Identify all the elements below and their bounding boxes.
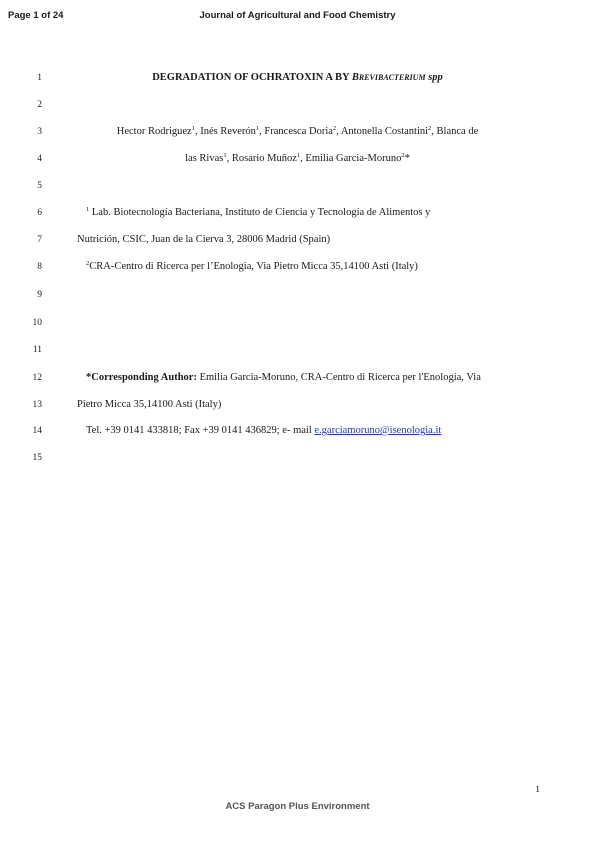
contact-line: Tel. +39 0141 433818; Fax +39 0141 436829; e- mail e.garciamoruno@isenologia.it	[86, 425, 442, 436]
author-line-1: Hector Rodriguez$^1$, Inés Reverón$^1$, Francesca Doria$^2$, Antonella Costantini$^2$, Blanca de	[116, 125, 479, 137]
line-number: 10	[32, 318, 42, 328]
journal-title: Journal of Agricultural and Food Chemistry	[199, 10, 396, 21]
title-genus: BREVIBACTERIUM spp	[351, 72, 443, 83]
line-number: 1	[37, 73, 42, 83]
line-number: 4	[37, 154, 42, 164]
line-number: 9	[37, 290, 42, 300]
line-number: 13	[32, 400, 42, 410]
line-number: 2	[37, 100, 42, 110]
article-title	[60, 72, 535, 83]
line-number: 3	[37, 127, 42, 137]
line-number: 12	[32, 373, 42, 383]
line-number: 8	[37, 262, 42, 272]
affiliation-1-line-1: $^1$ Lab. Biotecnología Bacteriana, Instituto de Ciencia y Tecnología de Alimentos y	[86, 206, 431, 218]
email-link[interactable]: e.garciamoruno@isenologia.it	[314, 425, 442, 436]
title-main: DEGRADATION OF OCHRATOXIN A BY	[152, 72, 352, 83]
line-number: 11	[32, 345, 42, 355]
corresponding-author-line-1: *Corresponding Author: Emilia Garcia-Moruno, CRA-Centro di Ricerca per l'Enologia, Via	[86, 372, 481, 383]
line-number: 15	[32, 453, 42, 463]
line-number: 14	[32, 426, 42, 436]
corresponding-label: *Corresponding Author:	[86, 372, 197, 383]
footer: ACS Paragon Plus Environment	[225, 801, 370, 812]
line-number: 7	[37, 235, 42, 245]
affiliation-2: $^2$CRA-Centro di Ricerca per l’Enologia, Via Pietro Micca 35,14100 Asti (Italy)	[86, 260, 418, 272]
page-number: 1	[535, 785, 540, 795]
affiliation-1-line-2: Nutrición, CSIC, Juan de la Cierva 3, 28006 Madrid (Spain)	[77, 234, 331, 245]
author-line-2: las Rivas$^1$, Rosario Muñoz$^1$, Emilia Garcia-Moruno$^2$*	[185, 152, 410, 164]
corresponding-author-line-2: Pietro Micca 35,14100 Asti (Italy)	[77, 399, 222, 410]
line-number: 6	[37, 208, 42, 218]
page-counter: Page 1 of 24	[8, 10, 64, 21]
line-number: 5	[37, 181, 42, 191]
